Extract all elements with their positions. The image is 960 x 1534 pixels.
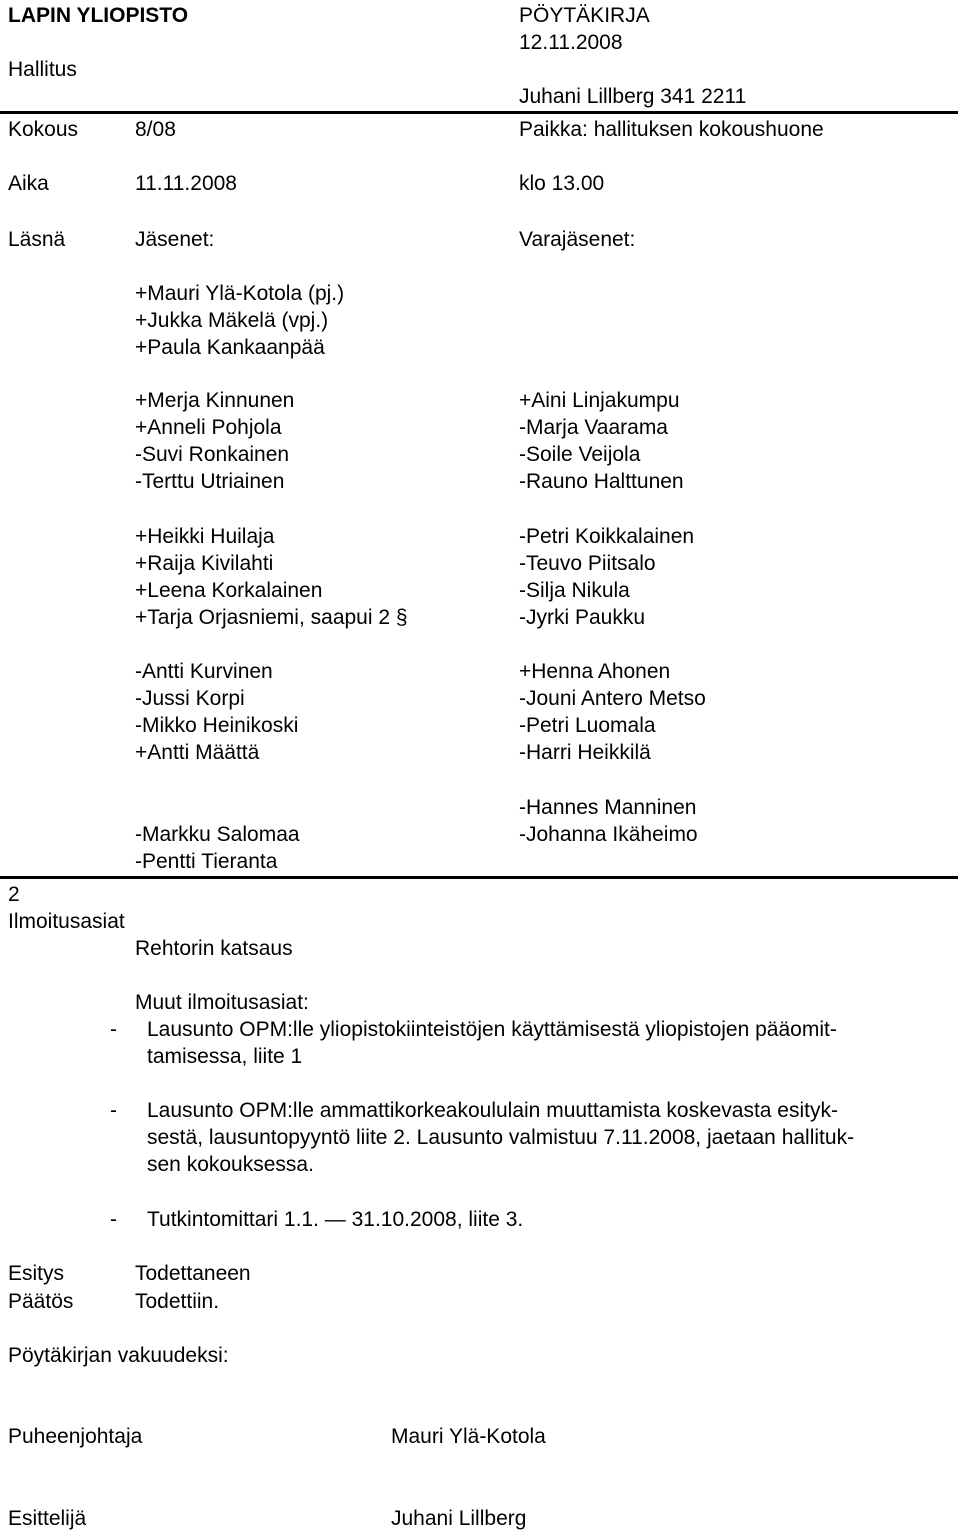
deputy-name: -Johanna Ikäheimo	[519, 823, 698, 846]
bullet-text: sestä, lausuntopyyntö liite 2. Lausunto valmistuu 7.11.2008, jaetaan hallituk-	[147, 1126, 855, 1149]
deputy-name: -Soile Veijola	[519, 443, 641, 466]
deputy-name: -Hannes Manninen	[519, 796, 697, 819]
header-divider	[0, 111, 958, 114]
doc-date: 12.11.2008	[519, 31, 623, 54]
member-name: +Heikki Huilaja	[135, 525, 275, 548]
deputy-name: +Henna Ahonen	[519, 660, 671, 683]
aika-value: 11.11.2008	[135, 172, 237, 195]
kokous-value: 8/08	[135, 118, 176, 141]
chair-name: +Mauri Ylä-Kotola (pj.)	[135, 282, 345, 305]
deputy-name: -Harri Heikkilä	[519, 741, 651, 764]
member-name: +Leena Korkalainen	[135, 579, 323, 602]
section-number: 2	[8, 883, 20, 906]
doc-type: PÖYTÄKIRJA	[519, 4, 650, 27]
other-announcements-label: Muut ilmoitusasiat:	[135, 991, 309, 1014]
presenter-signature-name: Juhani Lillberg	[391, 1507, 527, 1530]
member-name: -Pentti Tieranta	[135, 850, 278, 873]
bullet-text: tamisessa, liite 1	[147, 1045, 303, 1068]
deputy-name: -Silja Nikula	[519, 579, 630, 602]
deputy-name: +Aini Linjakumpu	[519, 389, 680, 412]
member-name: -Jussi Korpi	[135, 687, 245, 710]
chair-role: Puheenjohtaja	[8, 1425, 143, 1448]
member-name: -Terttu Utriainen	[135, 470, 285, 493]
deputy-name: -Marja Vaarama	[519, 416, 668, 439]
member-name: -Markku Salomaa	[135, 823, 300, 846]
aika-label: Aika	[8, 172, 49, 195]
lasna-label: Läsnä	[8, 228, 66, 251]
section-subtitle: Rehtorin katsaus	[135, 937, 293, 960]
section-divider	[0, 876, 958, 879]
deputy-name: -Teuvo Piitsalo	[519, 552, 656, 575]
section-title: Ilmoitusasiat	[8, 910, 125, 933]
esitys-value: Todettaneen	[135, 1262, 251, 1285]
chair-signature-name: Mauri Ylä-Kotola	[391, 1425, 546, 1448]
member-name: +Paula Kankaanpää	[135, 336, 325, 359]
member-name: +Merja Kinnunen	[135, 389, 295, 412]
meeting-time: klo 13.00	[519, 172, 605, 195]
member-name: +Anneli Pohjola	[135, 416, 282, 439]
member-name: -Mikko Heinikoski	[135, 714, 299, 737]
members-label: Jäsenet:	[135, 228, 215, 251]
presenter-role: Esittelijä	[8, 1507, 87, 1530]
body-name: Hallitus	[8, 58, 77, 81]
bullet-text: sen kokouksessa.	[147, 1153, 314, 1176]
member-name: -Antti Kurvinen	[135, 660, 273, 683]
paatos-label: Päätös	[8, 1290, 74, 1313]
deputy-name: -Jyrki Paukku	[519, 606, 646, 629]
bullet-dash: -	[110, 1208, 117, 1231]
esitys-label: Esitys	[8, 1262, 65, 1285]
vice-chair-name: +Jukka Mäkelä (vpj.)	[135, 309, 329, 332]
kokous-label: Kokous	[8, 118, 79, 141]
bullet-text: Lausunto OPM:lle yliopistokiinteistöjen käyttämisestä yliopistojen pääomit-	[147, 1018, 837, 1041]
member-name: +Raija Kivilahti	[135, 552, 274, 575]
meeting-place: Paikka: hallituksen kokoushuone	[519, 118, 824, 141]
bullet-dash: -	[110, 1018, 117, 1041]
paatos-value: Todettiin.	[135, 1290, 220, 1313]
member-name: +Tarja Orjasniemi, saapui 2 §	[135, 606, 408, 629]
contact-info: Juhani Lillberg 341 2211	[519, 85, 747, 108]
bullet-dash: -	[110, 1099, 117, 1122]
org-name: LAPIN YLIOPISTO	[8, 4, 189, 27]
signatures-title: Pöytäkirjan vakuudeksi:	[8, 1344, 229, 1367]
bullet-text: Lausunto OPM:lle ammattikorkeakoululain muuttamista koskevasta esityk-	[147, 1099, 838, 1122]
deputy-name: -Petri Luomala	[519, 714, 656, 737]
bullet-text: Tutkintomittari 1.1. — 31.10.2008, liite 3.	[147, 1208, 524, 1231]
deputy-name: -Jouni Antero Metso	[519, 687, 706, 710]
deputy-name: -Petri Koikkalainen	[519, 525, 695, 548]
member-name: +Antti Määttä	[135, 741, 260, 764]
deputies-label: Varajäsenet:	[519, 228, 636, 251]
deputy-name: -Rauno Halttunen	[519, 470, 684, 493]
member-name: -Suvi Ronkainen	[135, 443, 290, 466]
